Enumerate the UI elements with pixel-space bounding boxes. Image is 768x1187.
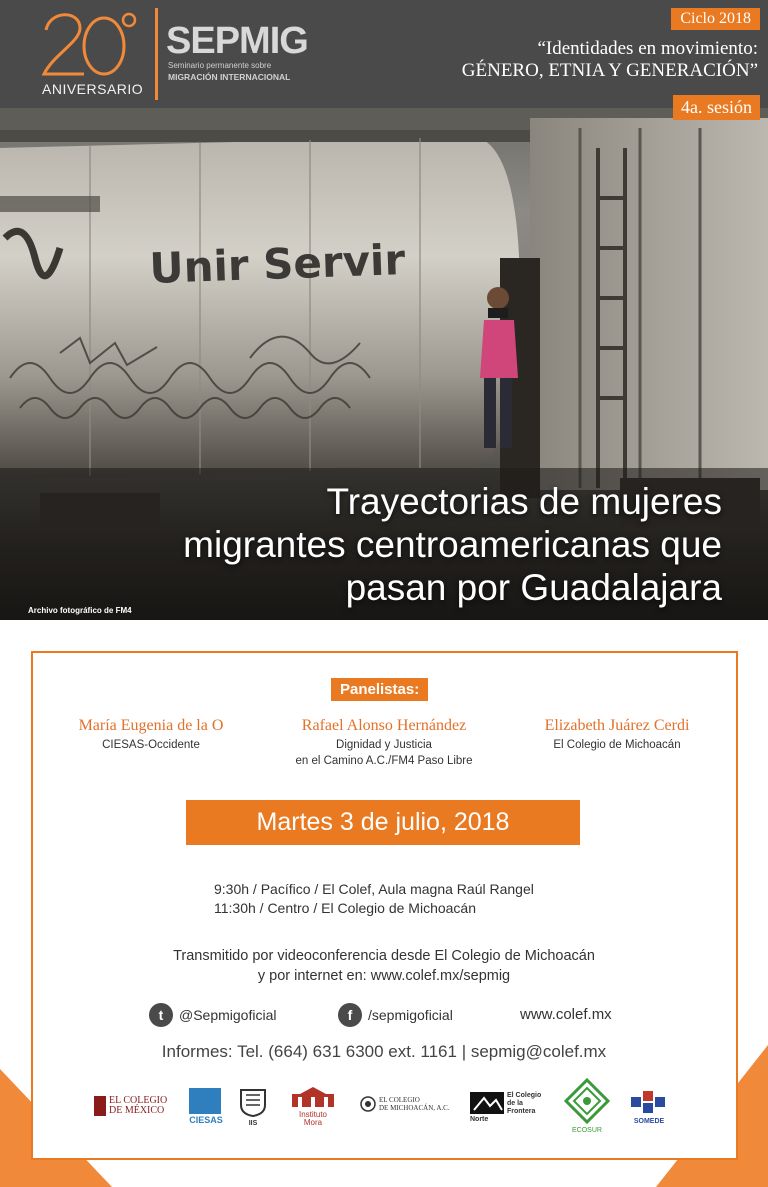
mora-line1: Instituto [298,1110,327,1119]
ciesas-mark-icon [189,1088,221,1114]
schedule-line-pacific: 9:30h / Pacífico / El Colef, Aula magna Raúl Rangel [214,881,534,897]
event-title-line3: pasan por Guadalajara [345,567,722,608]
colef-line3: Norte [470,1116,489,1123]
somede-logo [626,1089,672,1127]
event-schedule [214,880,534,918]
unam-iis-label: IIS [248,1120,258,1127]
panelist-name: Elizabeth Juárez Cerdi [544,717,690,734]
somede-mark-icon [629,1089,669,1115]
colmex-line1: EL COLEGIO [109,1095,168,1106]
sepmig-subtitle: Seminario permanente sobre [168,61,272,70]
sepmig-logo: SEPMIG [166,20,308,62]
colmich-logo [360,1096,456,1112]
twitter-icon: t [149,1003,173,1027]
ciesas-label: CIESAS [189,1115,223,1125]
panelist-name: María Eugenia de la O [78,717,224,734]
event-title-line1: Trayectorias de mujeres [326,481,722,522]
sepmig-subtitle-bold: MIGRACIÓN INTERNACIONAL [168,72,291,82]
colmex-mark-icon [94,1096,106,1116]
schedule-line-central: 11:30h / Centro / El Colegio de Michoacán [214,900,477,916]
colef-logo [470,1092,548,1123]
twitter-link[interactable] [149,1003,276,1027]
transmission-line1: Transmitido por videoconferencia desde El Colegio de Michoacán [173,948,595,964]
hero-photo [0,108,768,620]
mora-building-icon [290,1086,336,1108]
transmission-info [0,946,768,986]
cycle-badge: Ciclo 2018 [671,8,760,30]
contact-info: Informes: Tel. (664) 631 6300 ext. 1161 | sepmig@colef.mx [161,1042,607,1061]
transmission-line2: y por internet en: www.colef.mx/sepmig [257,968,511,984]
event-title [183,480,722,609]
facebook-handle: /sepmigoficial [368,1007,453,1023]
series-title-line2: GÉNERO, ETNIA Y GENERACIÓN” [461,60,758,81]
event-date-banner: Martes 3 de julio, 2018 [186,800,580,845]
facebook-link[interactable] [338,1003,453,1027]
ciesas-logo [189,1088,223,1128]
colmich-line1: EL COLEGIO [379,1096,420,1104]
ecosur-label: ECOSUR [572,1127,602,1134]
unam-iis-logo [238,1087,268,1127]
panelist-affiliation: Dignidad y Justicia [336,739,432,751]
colef-line1: El Colegio [507,1092,542,1099]
colmich-mark-icon [360,1096,376,1112]
colmich-line2: DE MICHOACÁN, A.C. [379,1104,450,1112]
panelist-affiliation: CIESAS-Occidente [102,739,200,751]
anniversary-label: ANIVERSARIO [42,81,144,97]
ecosur-diamond-icon [564,1078,610,1124]
session-badge: 4a. sesión [673,95,760,120]
colmex-logo [94,1096,168,1116]
mora-line2: Mora [303,1118,323,1127]
series-title [462,38,758,82]
panelist-name: Rafael Alonso Hernández [301,717,467,734]
anniversary-logo [40,8,144,100]
instituto-mora-logo [290,1086,336,1128]
photo-credit: Archivo fotográfico de FM4 [28,606,132,615]
somede-label: SOMEDE [633,1118,665,1125]
series-title-line1: “Identidades en movimiento: [537,38,758,59]
website-link[interactable]: www.colef.mx [520,1006,612,1023]
event-title-line2: migrantes centroamericanas que [183,524,722,565]
unam-shield-icon [238,1087,268,1117]
panelists-label: Panelistas: [331,678,428,701]
panelist-affiliation: El Colegio de Michoacán [553,739,681,751]
facebook-icon: f [338,1003,362,1027]
anniversary-20-graphic [40,8,140,80]
colef-mark-icon [470,1092,504,1114]
panelist-2 [269,716,499,769]
header-divider [155,8,158,100]
train-graffiti: Unir Servir [148,235,406,293]
colmex-line2: DE MÉXICO [109,1105,165,1116]
panelist-3 [502,716,732,753]
colef-line2: de la Frontera [507,1100,536,1115]
twitter-handle: @Sepmigoficial [179,1007,277,1023]
ecosur-logo [562,1078,612,1134]
header-bar [0,0,768,108]
panelist-1 [36,716,266,753]
panelist-affiliation-line2: en el Camino A.C./FM4 Paso Libre [295,755,473,767]
